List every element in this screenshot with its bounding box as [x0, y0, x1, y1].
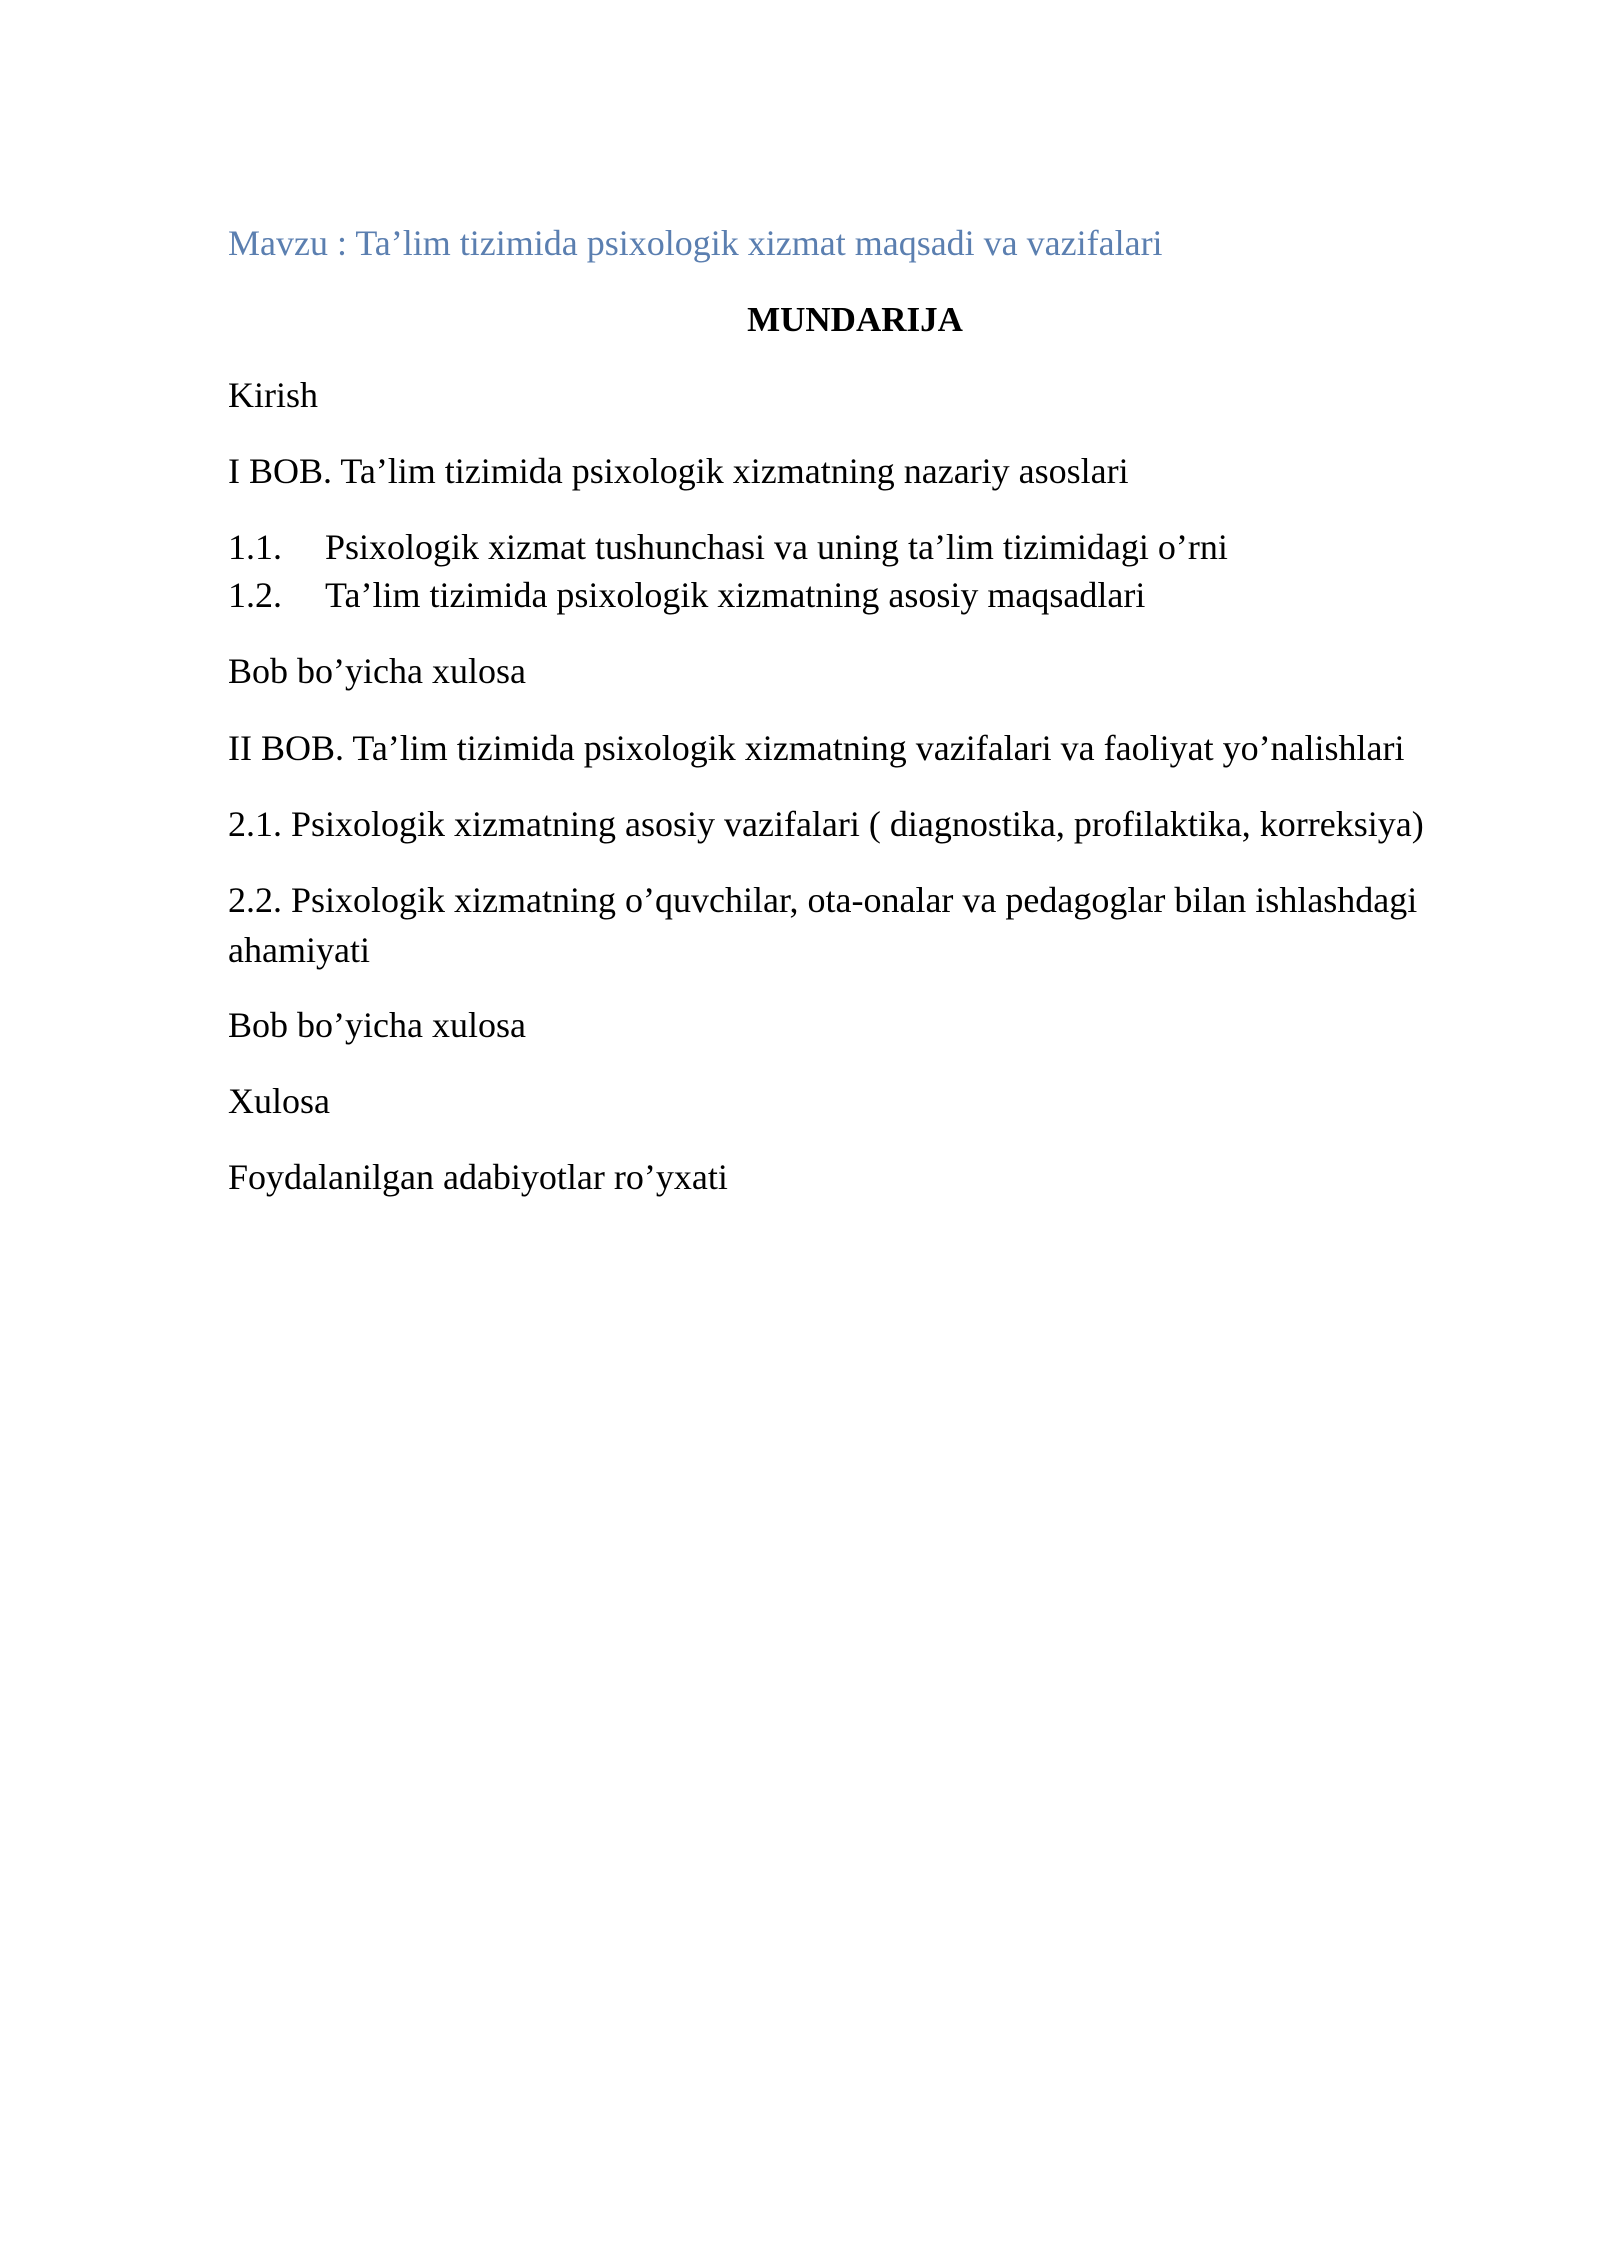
- toc-heading: MUNDARIJA: [747, 300, 963, 339]
- toc-chapter-2: II BOB. Ta’lim tizimida psixologik xizmatning vazifalari va faoliyat yo’nalishlari: [228, 728, 1405, 768]
- toc-conclusion: Xulosa: [228, 1081, 330, 1121]
- toc-item-1-2-number: 1.2.: [228, 575, 282, 615]
- toc-item-1-2: [228, 570, 1145, 620]
- toc-chapter-1: I BOB. Ta’lim tizimida psixologik xizmatning nazariy asoslari: [228, 451, 1129, 491]
- topic-line: Mavzu : Ta’lim tizimida psixologik xizmat maqsadi va vazifalari: [228, 223, 1163, 263]
- toc-intro: Kirish: [228, 375, 318, 415]
- toc-item-1-1-number: 1.1.: [228, 527, 282, 567]
- toc-heading-container: [0, 295, 1600, 345]
- toc-references: Foydalanilgan adabiyotlar ro’yxati: [228, 1157, 728, 1197]
- toc-item-1-1: [228, 522, 1228, 572]
- toc-chapter-1-conclusion: Bob bo’yicha xulosa: [228, 651, 526, 691]
- toc-item-1-2-text: Ta’lim tizimida psixologik xizmatning asosiy maqsadlari: [325, 575, 1146, 615]
- toc-item-2-1: 2.1. Psixologik xizmatning asosiy vazifalari ( diagnostika, profilaktika, korreksiya): [228, 804, 1424, 844]
- toc-item-1-1-text: Psixologik xizmat tushunchasi va uning ta’lim tizimidagi o’rni: [325, 527, 1228, 567]
- toc-item-2-2: 2.2. Psixologik xizmatning o’quvchilar, ota-onalar va pedagoglar bilan ishlashdagi ahamiyati: [228, 880, 1418, 970]
- toc-chapter-2-conclusion: Bob bo’yicha xulosa: [228, 1005, 526, 1045]
